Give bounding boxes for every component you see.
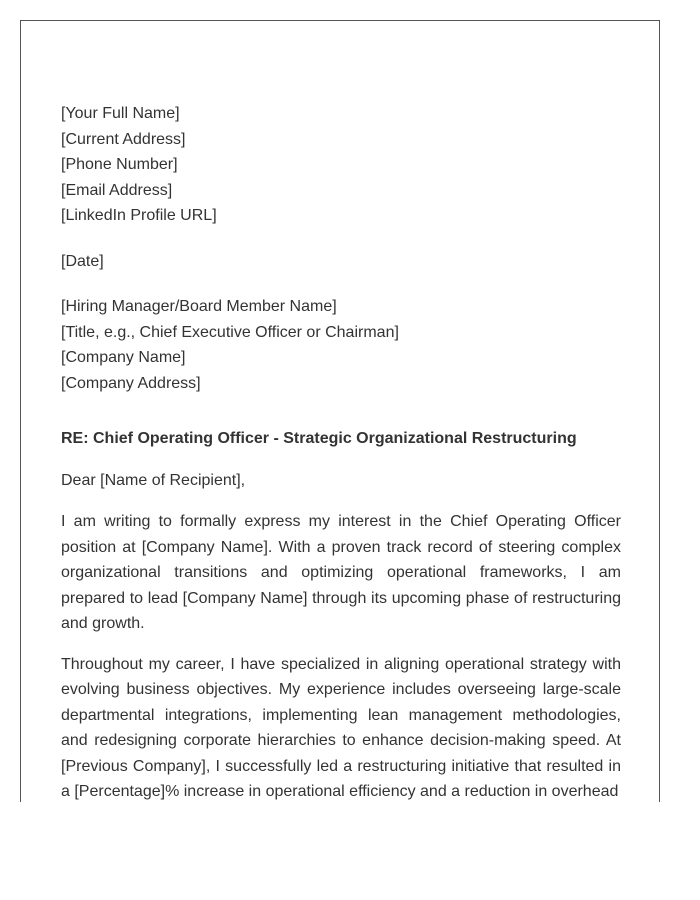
sender-name: [Your Full Name] <box>61 105 180 122</box>
salutation: Dear [Name of Recipient], <box>61 471 246 489</box>
letter-body <box>61 509 621 802</box>
body-paragraph: Throughout my career, I have specialized in aligning operational strategy with evolving business objectives. My experience includes overseeing large-scale departmental integrations, implementing lean management methodologies, and redesigning corporate hierarchies to enhance decision-making speed. At [Previous Company], I successfully led a restructuring initiative that resulted in a [Percentage]% increase in operational efficiency and a reduction in overhead <box>61 655 621 800</box>
recipient-name: [Hiring Manager/Board Member Name] <box>61 298 337 315</box>
letter-content <box>61 101 621 802</box>
letter-page <box>20 20 660 802</box>
date-block <box>61 249 621 275</box>
spacer <box>61 274 621 294</box>
sender-address: [Current Address] <box>61 130 186 148</box>
sender-phone: [Phone Number] <box>61 156 178 173</box>
subject-line: RE: Chief Operating Officer - Strategic Organizational Restructuring <box>61 430 577 447</box>
recipient-address: [Company Address] <box>61 374 201 392</box>
recipient-company: [Company Name] <box>61 349 186 366</box>
sender-email: [Email Address] <box>61 181 173 199</box>
recipient-title: [Title, e.g., Chief Executive Officer or Chairman] <box>61 323 399 341</box>
sender-block <box>61 101 621 229</box>
recipient-block <box>61 294 621 396</box>
spacer <box>61 229 621 249</box>
sender-linkedin: [LinkedIn Profile URL] <box>61 207 217 224</box>
body-paragraph: I am writing to formally express my interest in the Chief Operating Officer position at [Company Name]. With a proven track record of steering complex organizational transitions and optimizing operational frameworks, I am prepared to lead [Company Name] through its upcoming phase of restructuring and growth. <box>61 513 621 632</box>
letter-date: [Date] <box>61 252 104 270</box>
